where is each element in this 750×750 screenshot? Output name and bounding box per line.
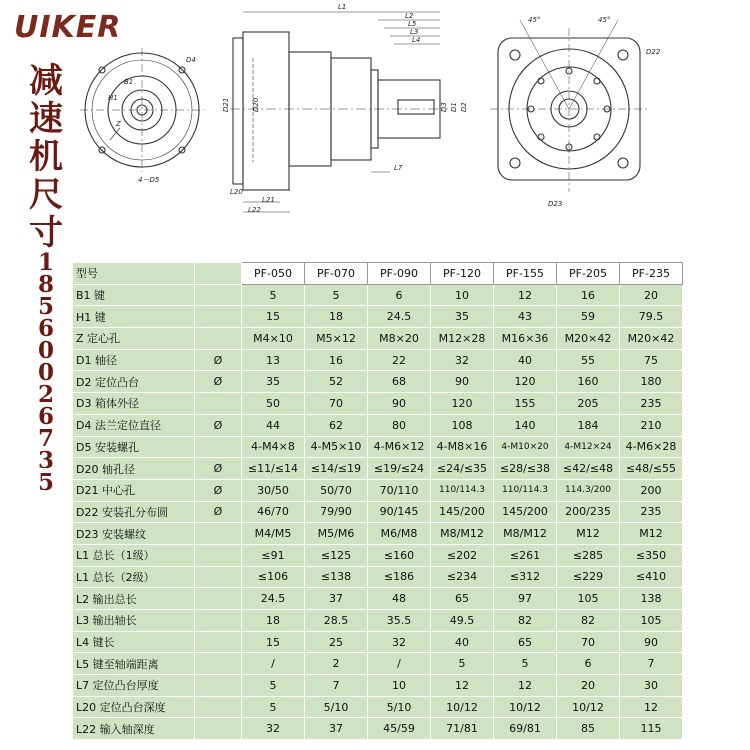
left-view — [80, 48, 204, 172]
table-cell: 200 — [620, 479, 683, 501]
label-l20: L20 — [230, 188, 243, 196]
table-cell: 32 — [431, 349, 494, 371]
row-symbol — [195, 284, 242, 306]
table-cell: M6/M8 — [368, 523, 431, 545]
table-cell: ≤125 — [305, 544, 368, 566]
row-symbol — [195, 610, 242, 632]
table-cell: 2 — [305, 653, 368, 675]
table-row — [73, 458, 683, 480]
label-d21: D21 — [222, 97, 230, 112]
table-cell: 120 — [431, 393, 494, 415]
table-cell: 48 — [368, 588, 431, 610]
table-row — [73, 718, 683, 740]
table-cell: 4-M6×12 — [368, 436, 431, 458]
table-cell: 18 — [305, 306, 368, 328]
row-symbol: Ø — [195, 458, 242, 480]
table-cell: 5 — [431, 653, 494, 675]
header-model: PF-155 — [494, 263, 557, 285]
row-symbol — [195, 544, 242, 566]
table-cell: 138 — [620, 588, 683, 610]
table-cell: ≤48/≤55 — [620, 458, 683, 480]
table-cell: 59 — [557, 306, 620, 328]
table-cell: 7 — [305, 675, 368, 697]
table-cell: M5/M6 — [305, 523, 368, 545]
table-cell: 65 — [494, 631, 557, 653]
table-cell: ≤14/≤19 — [305, 458, 368, 480]
label-h1: H1 — [108, 94, 118, 102]
header-model: PF-235 — [620, 263, 683, 285]
table-cell: ≤106 — [242, 566, 305, 588]
row-symbol — [195, 631, 242, 653]
table-cell: 22 — [368, 349, 431, 371]
table-cell: 15 — [242, 306, 305, 328]
table-cell: 65 — [431, 588, 494, 610]
vertical-title-text: 减 速 机 尺 寸 — [29, 61, 63, 253]
label-l5: L5 — [408, 20, 417, 28]
table-cell: 24.5 — [368, 306, 431, 328]
label-b1: B1 — [124, 78, 134, 86]
table-cell: / — [242, 653, 305, 675]
table-cell: 12 — [494, 284, 557, 306]
table-cell: 90 — [431, 371, 494, 393]
spec-table — [72, 262, 683, 740]
table-cell: 20 — [620, 284, 683, 306]
table-row — [73, 436, 683, 458]
label-d23: D23 — [548, 200, 563, 208]
brand-logo: UIKER — [14, 10, 122, 45]
table-cell: 40 — [431, 631, 494, 653]
table-cell: 79/90 — [305, 501, 368, 523]
table-cell: ≤261 — [494, 544, 557, 566]
row-label: D23 安装螺纹 — [73, 523, 195, 545]
table-cell: M5×12 — [305, 328, 368, 350]
technical-drawing — [0, 0, 750, 262]
table-cell: 70 — [305, 393, 368, 415]
header-model: PF-050 — [242, 263, 305, 285]
table-cell: 45/59 — [368, 718, 431, 740]
row-symbol — [195, 328, 242, 350]
table-cell: 205 — [557, 393, 620, 415]
table-cell: ≤312 — [494, 566, 557, 588]
row-label: L5 键至轴端距离 — [73, 653, 195, 675]
table-cell: 70/110 — [368, 479, 431, 501]
label-d2: D2 — [460, 102, 468, 112]
table-row — [73, 696, 683, 718]
table-cell: M16×36 — [494, 328, 557, 350]
table-cell: 16 — [557, 284, 620, 306]
table-cell: 12 — [431, 675, 494, 697]
label-d1: D1 — [450, 102, 458, 112]
row-label: L7 定位凸台厚度 — [73, 675, 195, 697]
table-cell: 180 — [620, 371, 683, 393]
table-cell: M8/M12 — [431, 523, 494, 545]
table-cell: 30/50 — [242, 479, 305, 501]
table-cell: 35.5 — [368, 610, 431, 632]
table-row — [73, 479, 683, 501]
table-cell: ≤138 — [305, 566, 368, 588]
header-model: PF-070 — [305, 263, 368, 285]
table-cell: 30 — [620, 675, 683, 697]
table-cell: M12×28 — [431, 328, 494, 350]
label-l21: L21 — [262, 196, 275, 204]
table-cell: 69/81 — [494, 718, 557, 740]
table-cell: 155 — [494, 393, 557, 415]
table-cell: ≤160 — [368, 544, 431, 566]
label-l4: L4 — [412, 36, 421, 44]
row-symbol — [195, 566, 242, 588]
row-label: D3 箱体外径 — [73, 393, 195, 415]
table-cell: 90 — [620, 631, 683, 653]
table-row — [73, 610, 683, 632]
table-cell: 55 — [557, 349, 620, 371]
table-cell: 50/70 — [305, 479, 368, 501]
table-cell: 235 — [620, 501, 683, 523]
table-cell: ≤24/≤35 — [431, 458, 494, 480]
table-cell: M4×10 — [242, 328, 305, 350]
table-cell: M20×42 — [620, 328, 683, 350]
table-cell: 12 — [620, 696, 683, 718]
row-label: H1 键 — [73, 306, 195, 328]
row-label: L2 输出总长 — [73, 588, 195, 610]
table-cell: M12 — [620, 523, 683, 545]
table-cell: 184 — [557, 414, 620, 436]
table-row — [73, 631, 683, 653]
table-cell: 20 — [557, 675, 620, 697]
table-cell: 28.5 — [305, 610, 368, 632]
table-row — [73, 349, 683, 371]
table-cell: 115 — [620, 718, 683, 740]
table-cell: 10 — [431, 284, 494, 306]
table-cell: ≤285 — [557, 544, 620, 566]
table-cell: 4-M10×20 — [494, 436, 557, 458]
row-label: L1 总长（2级） — [73, 566, 195, 588]
table-cell: 49.5 — [431, 610, 494, 632]
table-cell: 5/10 — [305, 696, 368, 718]
row-label: Z 定心孔 — [73, 328, 195, 350]
table-cell: 5 — [305, 284, 368, 306]
table-cell: 105 — [620, 610, 683, 632]
row-symbol — [195, 696, 242, 718]
label-d4: D4 — [186, 56, 196, 64]
row-symbol — [195, 436, 242, 458]
table-cell: / — [368, 653, 431, 675]
table-cell: M8×20 — [368, 328, 431, 350]
table-cell: 75 — [620, 349, 683, 371]
table-cell: 85 — [557, 718, 620, 740]
row-label: D20 轴孔径 — [73, 458, 195, 480]
table-cell: 4-M6×28 — [620, 436, 683, 458]
table-cell: ≤350 — [620, 544, 683, 566]
row-symbol: Ø — [195, 501, 242, 523]
table-cell: ≤91 — [242, 544, 305, 566]
row-label: L3 输出轴长 — [73, 610, 195, 632]
table-cell: 37 — [305, 588, 368, 610]
label-z: Z — [116, 120, 121, 128]
table-cell: 4-M5×10 — [305, 436, 368, 458]
table-cell: 97 — [494, 588, 557, 610]
table-row — [73, 675, 683, 697]
table-cell: 235 — [620, 393, 683, 415]
table-cell: 140 — [494, 414, 557, 436]
table-cell: 7 — [620, 653, 683, 675]
table-row — [73, 501, 683, 523]
row-label: D4 法兰定位直径 — [73, 414, 195, 436]
table-cell: ≤19/≤24 — [368, 458, 431, 480]
table-row — [73, 566, 683, 588]
row-label: L20 定位凸台深度 — [73, 696, 195, 718]
header-model: PF-205 — [557, 263, 620, 285]
table-cell: M8/M12 — [494, 523, 557, 545]
row-label: L4 键长 — [73, 631, 195, 653]
label-l22: L22 — [248, 206, 261, 214]
table-cell: 5 — [242, 284, 305, 306]
table-cell: 5 — [494, 653, 557, 675]
row-label: L22 输入轴深度 — [73, 718, 195, 740]
phone-number: 1 8 5 6 0 0 2 6 7 3 5 — [37, 249, 54, 496]
table-cell: 12 — [494, 675, 557, 697]
table-header-row — [73, 263, 683, 285]
label-l1: L1 — [338, 3, 347, 11]
row-symbol — [195, 718, 242, 740]
table-cell: 46/70 — [242, 501, 305, 523]
table-cell: 5 — [242, 675, 305, 697]
table-cell: 10/12 — [494, 696, 557, 718]
table-cell: 32 — [242, 718, 305, 740]
right-view — [490, 20, 648, 192]
table-cell: 40 — [494, 349, 557, 371]
table-cell: 44 — [242, 414, 305, 436]
label-d22: D22 — [646, 48, 661, 56]
table-row — [73, 544, 683, 566]
label-angle-1: 45° — [528, 16, 541, 24]
table-cell: 18 — [242, 610, 305, 632]
row-symbol: Ø — [195, 414, 242, 436]
table-cell: 110/114.3 — [494, 479, 557, 501]
table-cell: ≤202 — [431, 544, 494, 566]
table-cell: 4-M12×24 — [557, 436, 620, 458]
table-cell: 145/200 — [494, 501, 557, 523]
table-cell: 110/114.3 — [431, 479, 494, 501]
row-label: B1 键 — [73, 284, 195, 306]
table-cell: 4-M4×8 — [242, 436, 305, 458]
table-cell: 13 — [242, 349, 305, 371]
table-cell: 24.5 — [242, 588, 305, 610]
table-cell: ≤410 — [620, 566, 683, 588]
row-label: D22 安装孔分布圆 — [73, 501, 195, 523]
header-label: 型号 — [73, 263, 195, 285]
table-cell: 68 — [368, 371, 431, 393]
table-cell: ≤234 — [431, 566, 494, 588]
table-cell: 200/235 — [557, 501, 620, 523]
header-model: PF-090 — [368, 263, 431, 285]
table-row — [73, 414, 683, 436]
row-symbol — [195, 675, 242, 697]
table-cell: 160 — [557, 371, 620, 393]
table-cell: 62 — [305, 414, 368, 436]
table-cell: 108 — [431, 414, 494, 436]
header-symbol-cell — [195, 263, 242, 285]
table-cell: 145/200 — [431, 501, 494, 523]
table-cell: ≤28/≤38 — [494, 458, 557, 480]
table-row — [73, 588, 683, 610]
table-cell: 15 — [242, 631, 305, 653]
table-cell: 5/10 — [368, 696, 431, 718]
table-row — [73, 328, 683, 350]
row-label: D5 安装螺孔 — [73, 436, 195, 458]
row-symbol: Ø — [195, 371, 242, 393]
table-cell: 79.5 — [620, 306, 683, 328]
row-label: L1 总长（1级） — [73, 544, 195, 566]
table-cell: 35 — [242, 371, 305, 393]
table-cell: 50 — [242, 393, 305, 415]
table-cell: 105 — [557, 588, 620, 610]
table-cell: 16 — [305, 349, 368, 371]
table-cell: M20×42 — [557, 328, 620, 350]
table-cell: 10 — [368, 675, 431, 697]
table-cell: 114.3/200 — [557, 479, 620, 501]
table-row — [73, 306, 683, 328]
table-cell: 82 — [557, 610, 620, 632]
row-symbol — [195, 588, 242, 610]
table-cell: 210 — [620, 414, 683, 436]
table-cell: 6 — [368, 284, 431, 306]
row-label: D21 中心孔 — [73, 479, 195, 501]
table-cell: 25 — [305, 631, 368, 653]
table-cell: 70 — [557, 631, 620, 653]
table-cell: 10/12 — [431, 696, 494, 718]
table-row — [73, 523, 683, 545]
row-symbol: Ø — [195, 479, 242, 501]
table-cell: 4-M8×16 — [431, 436, 494, 458]
label-d20: D20 — [252, 97, 260, 112]
row-symbol — [195, 306, 242, 328]
row-label: D1 轴径 — [73, 349, 195, 371]
label-l3: L3 — [410, 28, 419, 36]
row-symbol: Ø — [195, 349, 242, 371]
label-angle-2: 45° — [598, 16, 611, 24]
table-cell: 37 — [305, 718, 368, 740]
table-cell: ≤11/≤14 — [242, 458, 305, 480]
table-row — [73, 653, 683, 675]
table-cell: M12 — [557, 523, 620, 545]
table-cell: 82 — [494, 610, 557, 632]
table-cell: 35 — [431, 306, 494, 328]
table-cell: 90/145 — [368, 501, 431, 523]
table-cell: 120 — [494, 371, 557, 393]
table-cell: M4/M5 — [242, 523, 305, 545]
label-l7: L7 — [394, 164, 403, 172]
table-cell: 71/81 — [431, 718, 494, 740]
row-symbol — [195, 653, 242, 675]
label-l2: L2 — [405, 12, 414, 20]
table-row — [73, 284, 683, 306]
table-cell: ≤186 — [368, 566, 431, 588]
table-cell: 80 — [368, 414, 431, 436]
table-cell: 10/12 — [557, 696, 620, 718]
row-symbol — [195, 523, 242, 545]
table-cell: 32 — [368, 631, 431, 653]
table-row — [73, 393, 683, 415]
table-cell: 5 — [242, 696, 305, 718]
table-cell: ≤229 — [557, 566, 620, 588]
table-cell: 43 — [494, 306, 557, 328]
header-model: PF-120 — [431, 263, 494, 285]
table-row — [73, 371, 683, 393]
table-cell: 52 — [305, 371, 368, 393]
label-d3: D3 — [440, 102, 448, 112]
row-symbol — [195, 393, 242, 415]
table-cell: ≤42/≤48 — [557, 458, 620, 480]
row-label: D2 定位凸台 — [73, 371, 195, 393]
label-d5: 4－D5 — [138, 176, 160, 184]
table-cell: 6 — [557, 653, 620, 675]
table-cell: 90 — [368, 393, 431, 415]
